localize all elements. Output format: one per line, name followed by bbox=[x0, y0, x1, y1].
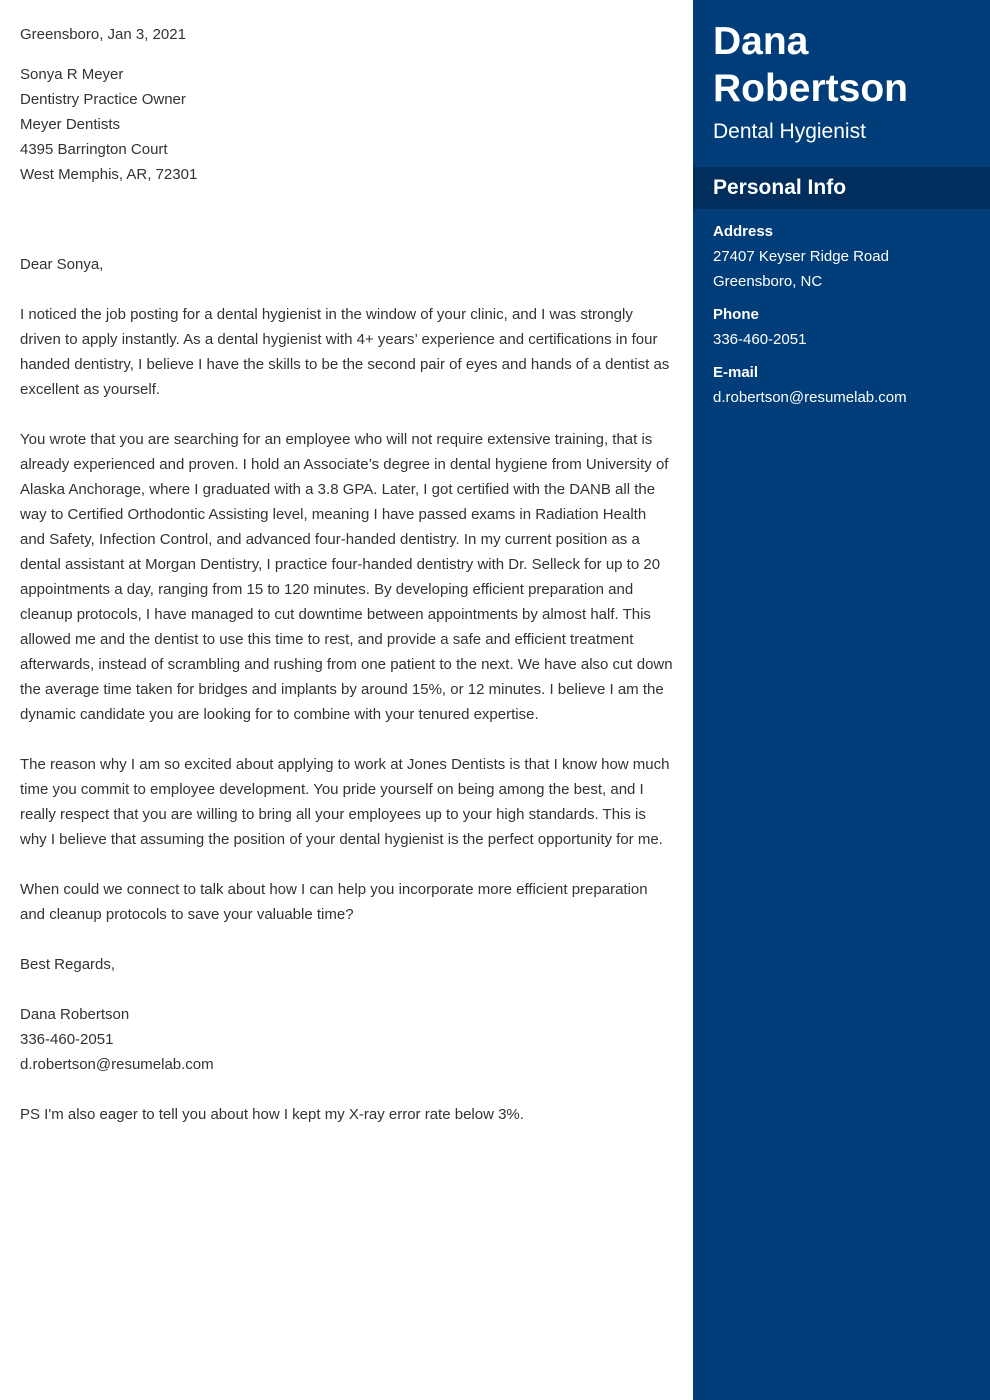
address-line-1: 27407 Keyser Ridge Road bbox=[713, 248, 889, 265]
paragraph-intro: I noticed the job posting for a dental hygienist in the window of your clinic, and I was strongly driven to apply instantly. As a dental hygienist with 4+ years’ experience and certifications in four handed dentistry, I believe I have the skills to be the second pair of eyes and hands of a dentist as excellent as yourself. bbox=[20, 306, 670, 398]
applicant-job-title: Dental Hygienist bbox=[713, 120, 866, 143]
closing: Best Regards, bbox=[20, 956, 116, 973]
phone-label: Phone bbox=[713, 306, 759, 323]
recipient-name: Sonya R Meyer bbox=[20, 66, 124, 83]
sidebar bbox=[693, 0, 990, 1400]
applicant-first-name: Dana bbox=[713, 20, 809, 63]
applicant-last-name: Robertson bbox=[713, 67, 908, 110]
paragraph-motivation: The reason why I am so excited about applying to work at Jones Dentists is that I know how much time you commit to employee development. You pride yourself on being among the best, and I really respect that you are willing to bring all your employees up to your high standards. This is why I believe that assuming the position of your dental hygienist is the perfect opportunity for me. bbox=[20, 756, 670, 848]
salutation: Dear Sonya, bbox=[20, 256, 104, 273]
address-label: Address bbox=[713, 223, 774, 240]
recipient-position: Dentistry Practice Owner bbox=[20, 91, 186, 108]
signature-name: Dana Robertson bbox=[20, 1006, 130, 1023]
recipient-city: West Memphis, AR, 72301 bbox=[20, 166, 198, 183]
paragraph-experience: You wrote that you are searching for an employee who will not require extensive training, that is already experienced and proven. I hold an Associate’s degree in dental hygiene from University of Alaska Anchorage, where I graduated with a 3.8 GPA. Later, I got certified with the DANB all the way to Certified Orthodontic Assisting level, meaning I have passed exams in Radiation Health and Safety, Infection Control, and advanced four-handed dentistry. In my current position as a dental assistant at Morgan Dentistry, I practice four-handed dentistry with Dr. Selleck for up to 20 appointments a day, ranging from 15 to 120 minutes. By developing efficient preparation and cleanup protocols, I have managed to cut downtime between appointments by almost half. This allowed me and the dentist to use this time to rest, and provide a safe and efficient treatment afterwards, instead of scrambling and rushing from one patient to the next. We have also cut down the average time taken for bridges and implants by around 15%, or 12 minutes. I believe I am the dynamic candidate you are looking for to combine with your tenured expertise. bbox=[20, 431, 673, 723]
email-value: d.robertson@resumelab.com bbox=[713, 389, 907, 406]
signature-block bbox=[20, 1002, 673, 1077]
personal-info bbox=[693, 209, 990, 410]
signature-email: d.robertson@resumelab.com bbox=[20, 1056, 214, 1073]
recipient-block bbox=[20, 62, 673, 187]
recipient-company: Meyer Dentists bbox=[20, 116, 121, 133]
address-line-2: Greensboro, NC bbox=[713, 273, 823, 290]
recipient-street: 4395 Barrington Court bbox=[20, 141, 168, 158]
email-label: E-mail bbox=[713, 364, 759, 381]
personal-info-header: Personal Info bbox=[693, 167, 990, 209]
signature-phone: 336-460-2051 bbox=[20, 1031, 114, 1048]
phone-value: 336-460-2051 bbox=[713, 331, 807, 348]
applicant-name bbox=[693, 0, 990, 112]
postscript: PS I'm also eager to tell you about how I kept my X-ray error rate below 3%. bbox=[20, 1106, 524, 1123]
paragraph-call-to-action: When could we connect to talk about how I can help you incorporate more efficient preparation and cleanup protocols to save your valuable time? bbox=[20, 881, 648, 923]
letter-date: Greensboro, Jan 3, 2021 bbox=[20, 26, 186, 43]
